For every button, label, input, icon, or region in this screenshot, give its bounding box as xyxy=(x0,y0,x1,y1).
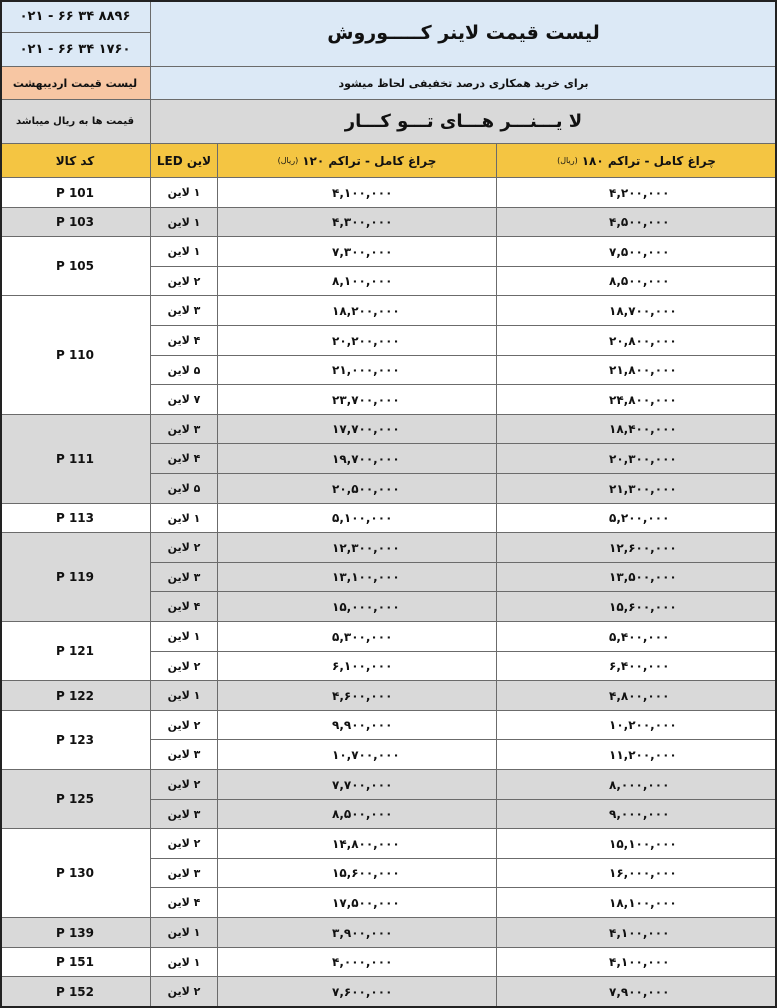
price-density-120: ۴,۰۰۰,۰۰۰ xyxy=(218,948,497,977)
led-line-count: ۱ لاین xyxy=(151,178,218,208)
product-code: P 123 xyxy=(0,711,151,770)
price-density-120: ۷,۶۰۰,۰۰۰ xyxy=(218,977,497,1007)
price-density-180: ۵,۲۰۰,۰۰۰ xyxy=(497,504,777,533)
led-line-count: ۷ لاین xyxy=(151,385,218,415)
led-line-count: ۲ لاین xyxy=(151,829,218,859)
column-header-density-120-unit: (ریال) xyxy=(277,156,299,165)
price-density-120: ۹,۹۰۰,۰۰۰ xyxy=(218,711,497,740)
led-line-count: ۲ لاین xyxy=(151,770,218,800)
price-density-180: ۴,۵۰۰,۰۰۰ xyxy=(497,208,777,237)
product-code: P 130 xyxy=(0,829,151,918)
price-density-180: ۱۵,۶۰۰,۰۰۰ xyxy=(497,592,777,622)
product-code: P 122 xyxy=(0,681,151,711)
price-density-120: ۱۵,۰۰۰,۰۰۰ xyxy=(218,592,497,622)
currency-note: قیمت ها به ریال میباشد xyxy=(0,100,151,144)
price-density-120: ۱۹,۷۰۰,۰۰۰ xyxy=(218,444,497,474)
price-density-180: ۱۳,۵۰۰,۰۰۰ xyxy=(497,563,777,592)
price-density-180: ۱۸,۴۰۰,۰۰۰ xyxy=(497,415,777,444)
price-density-120: ۶,۱۰۰,۰۰۰ xyxy=(218,652,497,681)
led-line-count: ۳ لاین xyxy=(151,740,218,770)
product-code: P 101 xyxy=(0,178,151,208)
price-density-120: ۳,۹۰۰,۰۰۰ xyxy=(218,918,497,948)
price-density-120: ۲۳,۷۰۰,۰۰۰ xyxy=(218,385,497,415)
price-density-180: ۲۰,۳۰۰,۰۰۰ xyxy=(497,444,777,474)
price-density-180: ۷,۹۰۰,۰۰۰ xyxy=(497,977,777,1007)
price-density-120: ۵,۳۰۰,۰۰۰ xyxy=(218,622,497,652)
price-density-180: ۱۶,۰۰۰,۰۰۰ xyxy=(497,859,777,888)
price-density-120: ۷,۳۰۰,۰۰۰ xyxy=(218,237,497,267)
product-code: P 113 xyxy=(0,504,151,533)
price-density-120: ۱۳,۱۰۰,۰۰۰ xyxy=(218,563,497,592)
led-line-count: ۲ لاین xyxy=(151,711,218,740)
price-density-120: ۱۰,۷۰۰,۰۰۰ xyxy=(218,740,497,770)
page-title: لیست قیمت لاینر کـــــوروش xyxy=(151,0,777,67)
price-density-120: ۵,۱۰۰,۰۰۰ xyxy=(218,504,497,533)
price-density-120: ۱۷,۷۰۰,۰۰۰ xyxy=(218,415,497,444)
led-line-count: ۳ لاین xyxy=(151,563,218,592)
column-header-density-120 xyxy=(218,144,497,178)
price-density-120: ۷,۷۰۰,۰۰۰ xyxy=(218,770,497,800)
price-list-month: لیست قیمت اردیبهشت xyxy=(0,67,151,100)
product-code: P 121 xyxy=(0,622,151,681)
price-density-180: ۸,۵۰۰,۰۰۰ xyxy=(497,267,777,296)
led-line-count: ۴ لاین xyxy=(151,444,218,474)
price-density-180: ۱۱,۲۰۰,۰۰۰ xyxy=(497,740,777,770)
product-code: P 152 xyxy=(0,977,151,1007)
column-header-density-180-unit: (ریال) xyxy=(557,156,578,165)
led-line-count: ۳ لاین xyxy=(151,859,218,888)
product-code: P 103 xyxy=(0,208,151,237)
price-density-180: ۱۰,۲۰۰,۰۰۰ xyxy=(497,711,777,740)
product-code: P 119 xyxy=(0,533,151,622)
led-line-count: ۱ لاین xyxy=(151,237,218,267)
led-line-count: ۱ لاین xyxy=(151,504,218,533)
price-density-180: ۴,۸۰۰,۰۰۰ xyxy=(497,681,777,711)
price-density-180: ۶,۴۰۰,۰۰۰ xyxy=(497,652,777,681)
led-line-count: ۱ لاین xyxy=(151,208,218,237)
led-line-count: ۴ لاین xyxy=(151,592,218,622)
product-code: P 111 xyxy=(0,415,151,504)
column-header-density-180-label: چراغ کامل - تراکم ۱۸۰ xyxy=(581,153,716,168)
price-density-180: ۴,۱۰۰,۰۰۰ xyxy=(497,948,777,977)
led-line-count: ۲ لاین xyxy=(151,977,218,1007)
price-density-120: ۲۱,۰۰۰,۰۰۰ xyxy=(218,356,497,385)
product-code: P 110 xyxy=(0,296,151,415)
price-density-180: ۲۴,۸۰۰,۰۰۰ xyxy=(497,385,777,415)
product-code: P 125 xyxy=(0,770,151,829)
price-density-180: ۹,۰۰۰,۰۰۰ xyxy=(497,800,777,829)
led-line-count: ۲ لاین xyxy=(151,533,218,563)
phone-number-1: ۰۲۱ - ۶۶ ۳۴ ۸۸۹۶ xyxy=(0,0,151,33)
price-density-180: ۲۱,۸۰۰,۰۰۰ xyxy=(497,356,777,385)
section-title: لا یـــنـــر هـــای تـــو کـــار xyxy=(151,100,777,144)
column-header-code: کد کالا xyxy=(0,144,151,178)
led-line-count: ۲ لاین xyxy=(151,267,218,296)
led-line-count: ۲ لاین xyxy=(151,652,218,681)
price-density-180: ۷,۵۰۰,۰۰۰ xyxy=(497,237,777,267)
column-header-led-line: لاین LED xyxy=(151,144,218,178)
price-density-180: ۱۲,۶۰۰,۰۰۰ xyxy=(497,533,777,563)
phone-number-2: ۰۲۱ - ۶۶ ۳۴ ۱۷۶۰ xyxy=(0,33,151,67)
price-density-180: ۵,۴۰۰,۰۰۰ xyxy=(497,622,777,652)
led-line-count: ۱ لاین xyxy=(151,681,218,711)
led-line-count: ۳ لاین xyxy=(151,800,218,829)
product-code: P 105 xyxy=(0,237,151,296)
product-code: P 139 xyxy=(0,918,151,948)
column-header-density-180 xyxy=(497,144,777,178)
led-line-count: ۳ لاین xyxy=(151,296,218,326)
price-density-120: ۴,۱۰۰,۰۰۰ xyxy=(218,178,497,208)
price-density-120: ۱۵,۶۰۰,۰۰۰ xyxy=(218,859,497,888)
price-density-120: ۴,۳۰۰,۰۰۰ xyxy=(218,208,497,237)
price-density-180: ۴,۲۰۰,۰۰۰ xyxy=(497,178,777,208)
price-density-120: ۲۰,۲۰۰,۰۰۰ xyxy=(218,326,497,356)
led-line-count: ۱ لاین xyxy=(151,622,218,652)
led-line-count: ۴ لاین xyxy=(151,888,218,918)
price-density-180: ۲۰,۸۰۰,۰۰۰ xyxy=(497,326,777,356)
column-header-density-120-label: چراغ کامل - تراکم ۱۲۰ xyxy=(302,153,437,168)
price-density-180: ۱۵,۱۰۰,۰۰۰ xyxy=(497,829,777,859)
led-line-count: ۳ لاین xyxy=(151,415,218,444)
price-density-120: ۸,۱۰۰,۰۰۰ xyxy=(218,267,497,296)
price-density-120: ۴,۶۰۰,۰۰۰ xyxy=(218,681,497,711)
product-code: P 151 xyxy=(0,948,151,977)
led-line-count: ۴ لاین xyxy=(151,326,218,356)
price-density-120: ۱۸,۲۰۰,۰۰۰ xyxy=(218,296,497,326)
price-density-120: ۱۷,۵۰۰,۰۰۰ xyxy=(218,888,497,918)
price-density-120: ۱۲,۳۰۰,۰۰۰ xyxy=(218,533,497,563)
price-density-120: ۱۴,۸۰۰,۰۰۰ xyxy=(218,829,497,859)
price-density-180: ۱۸,۷۰۰,۰۰۰ xyxy=(497,296,777,326)
price-density-120: ۲۰,۵۰۰,۰۰۰ xyxy=(218,474,497,504)
discount-note: برای خرید همکاری درصد تخفیفی لحاظ میشود xyxy=(151,67,777,100)
price-density-180: ۸,۰۰۰,۰۰۰ xyxy=(497,770,777,800)
price-density-180: ۴,۱۰۰,۰۰۰ xyxy=(497,918,777,948)
price-density-120: ۸,۵۰۰,۰۰۰ xyxy=(218,800,497,829)
led-line-count: ۱ لاین xyxy=(151,918,218,948)
price-density-180: ۱۸,۱۰۰,۰۰۰ xyxy=(497,888,777,918)
price-density-180: ۲۱,۳۰۰,۰۰۰ xyxy=(497,474,777,504)
led-line-count: ۵ لاین xyxy=(151,356,218,385)
led-line-count: ۱ لاین xyxy=(151,948,218,977)
led-line-count: ۵ لاین xyxy=(151,474,218,504)
